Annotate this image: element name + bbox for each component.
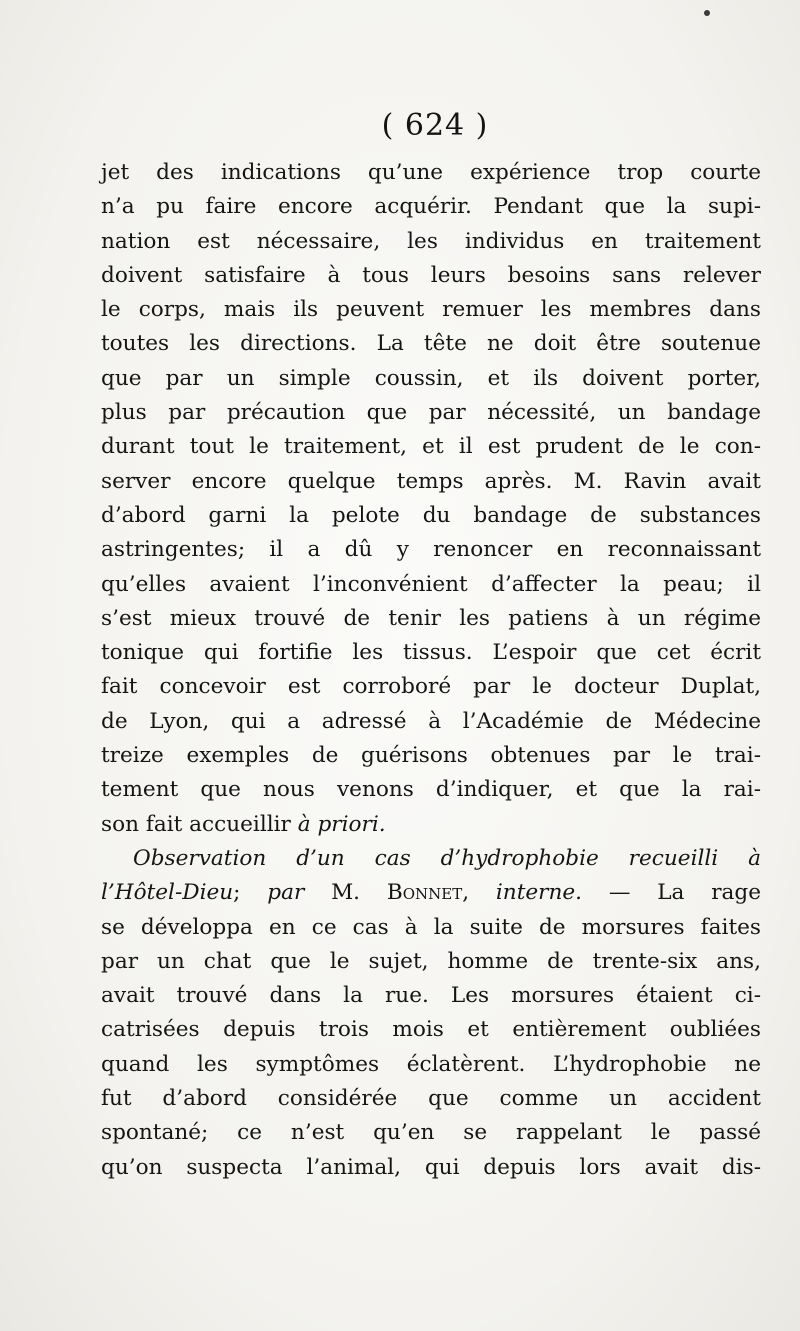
page-number: ( 624 ) bbox=[381, 108, 489, 143]
italic-a-priori: à priori. bbox=[297, 811, 386, 837]
text-line: par un chat que le sujet, homme de trente-six ans, bbox=[101, 948, 761, 974]
text-line: avait trouvé dans la rue. Les morsures étaient ci- bbox=[101, 983, 761, 1009]
text-line: qu’elles avaient l’inconvénient d’affecter la peau; il bbox=[101, 571, 761, 597]
author-name: Bonnet bbox=[386, 880, 463, 906]
par-word: par bbox=[267, 880, 305, 906]
observation-heading: Observation d’un cas d’hydrophobie recueilli à bbox=[133, 845, 761, 871]
paragraph-end-line bbox=[101, 808, 761, 842]
monsieur-abbrev: M. bbox=[304, 880, 387, 906]
text-line: s’est mieux trouvé de tenir les patiens à un régime bbox=[101, 605, 761, 631]
line-rest: — La rage bbox=[582, 880, 762, 906]
text-line: doivent satisfaire à tous leurs besoins sans relever bbox=[101, 262, 761, 288]
text-line: catrisées depuis trois mois et entièrement oubliées bbox=[101, 1017, 761, 1043]
text-line: de Lyon, qui a adressé à l’Académie de Médecine bbox=[101, 708, 761, 734]
text-line: jet des indications qu’une expérience trop courte bbox=[101, 160, 761, 185]
text-line: tement que nous venons d’indiquer, et que la rai- bbox=[101, 777, 761, 803]
text-line: spontané; ce n’est qu’en se rappelant le passé bbox=[101, 1120, 761, 1146]
text-line: que par un simple coussin, et ils doivent porter, bbox=[101, 365, 761, 391]
text-line: se développa en ce cas à la suite de morsures faites bbox=[101, 914, 761, 940]
text-line: quand les symptômes éclatèrent. L’hydrophobie ne bbox=[101, 1051, 761, 1077]
text-line: d’abord garni la pelote du bandage de substances bbox=[101, 502, 761, 528]
text-line: treize exemples de guérisons obtenues par le trai- bbox=[101, 743, 761, 769]
ink-speck bbox=[704, 10, 710, 16]
line-text: son fait accueillir bbox=[101, 811, 298, 837]
text-line: astringentes; il a dû y renoncer en reconnaissant bbox=[101, 537, 761, 563]
text-line: toutes les directions. La tête ne doit être soutenue bbox=[101, 331, 761, 357]
text-line: plus par précaution que par nécessité, un bandage bbox=[101, 400, 761, 426]
text-line: qu’on suspecta l’animal, qui depuis lors avait dis- bbox=[101, 1154, 761, 1180]
observation-heading-cont bbox=[101, 876, 761, 910]
text-line: server encore quelque temps après. M. Ravin avait bbox=[101, 468, 761, 494]
text-line: n’a pu faire encore acquérir. Pendant que la supi- bbox=[101, 194, 761, 220]
text-line: fait concevoir est corroboré par le docteur Duplat, bbox=[101, 674, 761, 700]
body-text bbox=[101, 156, 761, 1185]
comma: , bbox=[462, 880, 496, 906]
text-line: durant tout le traitement, et il est prudent de le con- bbox=[101, 434, 761, 460]
text-line: tonique qui fortifie les tissus. L’espoir que cet écrit bbox=[101, 640, 761, 666]
separator: ; bbox=[233, 880, 268, 906]
interne-word: interne. bbox=[495, 880, 583, 906]
hotel-dieu: l’Hôtel-Dieu bbox=[101, 880, 234, 906]
text-line: nation est nécessaire, les individus en traitement bbox=[101, 228, 761, 254]
text-line: fut d’abord considérée que comme un accident bbox=[101, 1086, 761, 1112]
text-line: le corps, mais ils peuvent remuer les membres dans bbox=[101, 297, 761, 323]
